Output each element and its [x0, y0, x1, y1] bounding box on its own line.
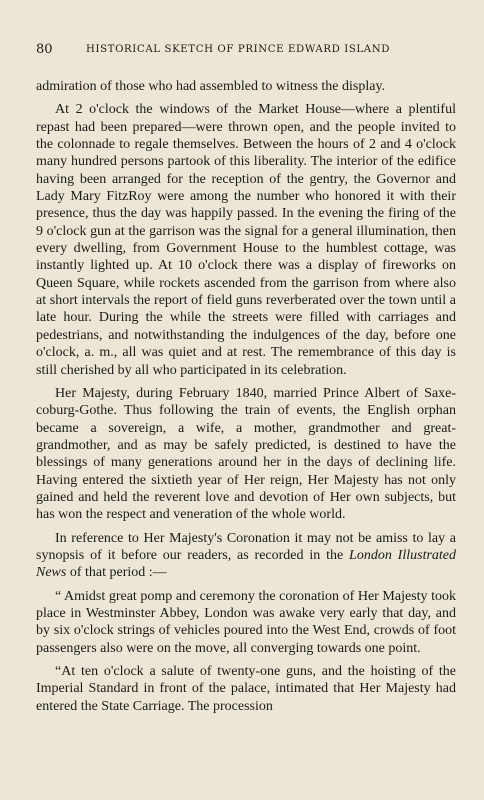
paragraph-synopsis-intro: [36, 530, 456, 582]
body-text: [36, 78, 456, 721]
paragraph-quote-salute: “At ten o'clock a salute of twenty-one guns, and the hoisting of the Imperial Standard in front of the palace, intimated that Her Majesty had entered the State Carriage. The procession: [36, 664, 456, 714]
running-title: HISTORICAL SKETCH OF PRINCE EDWARD ISLAND: [86, 44, 391, 55]
page-header: [36, 42, 456, 58]
paragraph-quote-pomp: “ Amidst great pomp and ceremony the coronation of Her Majesty took place in Westminster Abbey, London was awake very early that day, and by six o'clock strings of vehicles poured into the West End, crowds of foot passengers also were on the move, all converging towards one point.: [36, 588, 456, 656]
paragraph-continuation: admiration of those who had assembled to witness the display.: [36, 79, 386, 94]
newspaper-title: London Illustrated News: [36, 547, 457, 581]
paragraph-marriage: Her Majesty, during February 1840, married Prince Albert of Saxe-coburg-Gothe. Thus following the train of events, the English orphan became a sovereign, a wife, a mother, grandmother and great-grandmother, and as may be safely predicted, is destined to have the blessings of many generations around her in the days of declining life. Having entered the sixtieth year of Her reign, Her Majesty has not only gained and held the reverent love and devotion of Her own subjects, but has won the respect and veneration of the whole world.: [36, 385, 456, 523]
synopsis-intro-end: of that period :—: [66, 565, 167, 581]
page-number: 80: [36, 42, 53, 57]
paragraph-coronation-day: At 2 o'clock the windows of the Market House—where a plentiful repast had been prepared—were thrown open, and the people invited to the colonnade to regale themselves. Between the hours of 2 and 4 o'clock many hundred persons partook of this liberality. The interior of the edifice having been arranged for the reception of the gentry, the Governor and Lady Mary FitzRoy were among the number who honored it with their presence, thus the day was happily passed. In the evening the firing of the 9 o'clock gun at the garrison was the signal for a general illumination, then every dwelling, from Government House to the humblest cottage, was instantly lighted up. At 10 o'clock there was a display of fireworks on Queen Square, while rockets ascended from the garrison from where also at short intervals the report of field guns reverberated over the town until a late hour. During the while the streets were filled with carriages and pedestrians, and notwithstanding the indulgences of the day, before one o'clock, a. m., all was quiet and at rest. The remembrance of this day is still cherished by all who participated in its celebration.: [36, 102, 456, 378]
synopsis-intro-text: In reference to Her Majesty's Coronation it may not be amiss to lay a synopsis of it before our readers, as recorded in the: [36, 530, 456, 563]
